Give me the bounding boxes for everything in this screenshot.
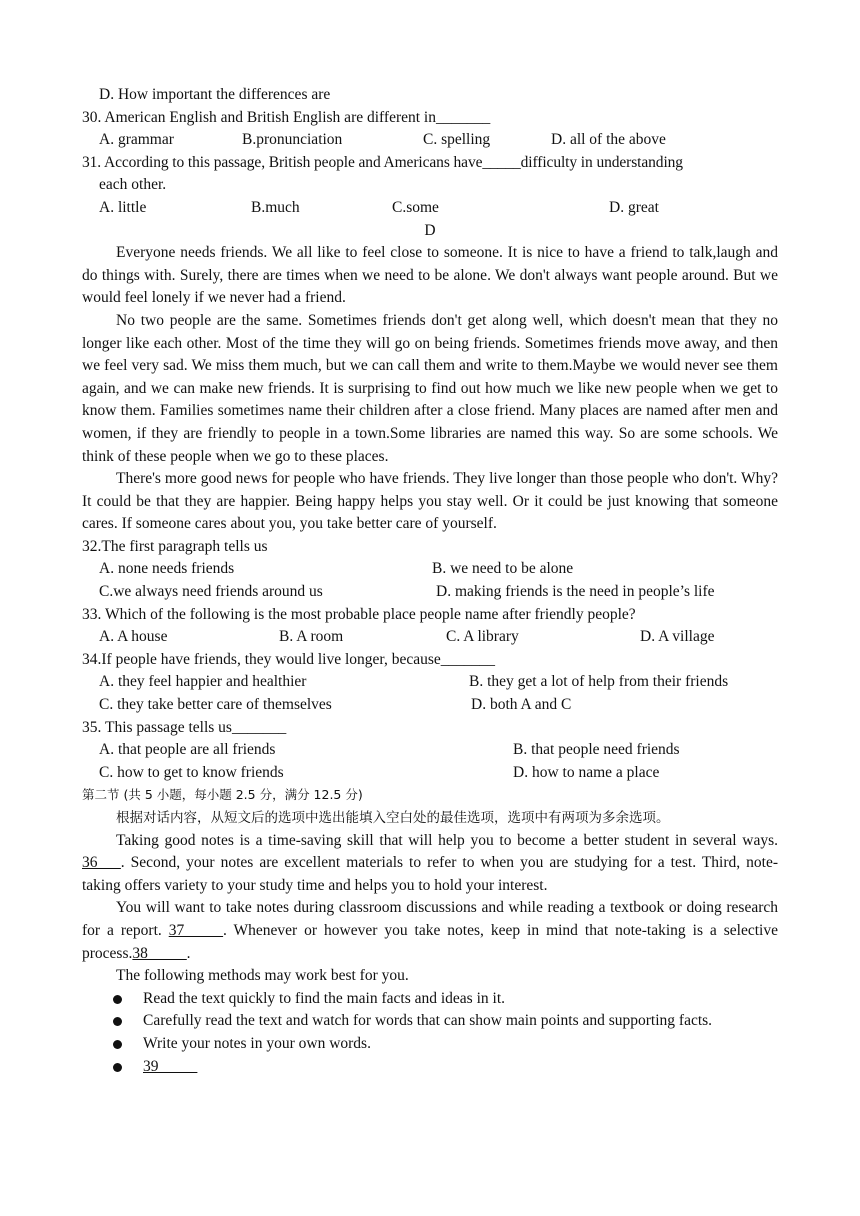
q34-options-row2	[82, 694, 778, 717]
q32-option-c: C.we always need friends around us	[99, 583, 323, 601]
passage-d-paragraph-2: No two people are the same. Sometimes friends don't get along well, which doesn't mean that they no longer like each other. Most of the time they will go on being friends. Sometimes friends move away, and then we feel very sad. We miss them much, but we can call them and write to them.Maybe we would never see them again, and we can make new friends. It is surprising to find out how much we like new people when we get to know them. Families sometimes name their children after a close friend. Many places are named after men and women, if they are friendly to people in a town.Some libraries are named this way. So are some schools. We think of these people when we go to these places.	[82, 311, 778, 465]
q35-option-d: D. how to name a place	[513, 763, 660, 781]
section2-instruction: 根据对话内容，从短文后的选项中选出能填入空白处的最佳选项，选项中有两项为多余选项。	[116, 810, 670, 826]
blank-37: 37_____	[168, 921, 223, 939]
q33-option-b: B. A room	[279, 628, 344, 646]
method-item-1: Read the text quickly to find the main facts and ideas in it.	[82, 988, 778, 1011]
method-item-4	[82, 1056, 778, 1079]
passage-d-heading: D	[424, 221, 436, 239]
q32-options-row2	[82, 581, 778, 604]
q35-option-b: B. that people need friends	[513, 741, 680, 759]
q34-option-b: B. they get a lot of help from their friends	[469, 673, 729, 691]
q30-option-a: A. grammar	[99, 131, 174, 149]
q32-option-d: D. making friends is the need in people’s life	[436, 583, 715, 601]
q29-option-d: D. How important the differences are	[99, 86, 331, 103]
passage-d-paragraph-3: There's more good news for people who have friends. They live longer than those people who don't. Why? It could be that they are happier. Being happy helps you stay well. Or it could be just knowing that someone cares. If someone cares about you, you take better care of yourself.	[82, 470, 778, 533]
q35-option-a: A. that people are all friends	[99, 741, 276, 759]
q31-option-d: D. great	[609, 198, 659, 216]
q35-options-row1	[82, 739, 778, 762]
cloze-paragraph-3: The following methods may work best for you.	[116, 967, 409, 985]
q34-option-d: D. both A and C	[471, 696, 572, 714]
q33-options	[82, 626, 778, 649]
q35-options-row2	[82, 762, 778, 785]
cloze-p1-text-a: Taking good notes is a time-saving skill that will help you to become a better student in several ways.	[116, 831, 778, 849]
q34-options-row1	[82, 671, 778, 694]
q31-option-c: C.some	[392, 198, 439, 216]
method-item-3: Write your notes in your own words.	[82, 1033, 778, 1056]
q30-option-d: D. all of the above	[551, 131, 666, 149]
q35-option-c: C. how to get to know friends	[99, 763, 284, 781]
cloze-p2-text-c: .	[186, 944, 191, 962]
section2-header: 第二节 (共 5 小题，每小题 2.5 分，满分 12.5 分)	[82, 787, 363, 803]
blank-36: 36___	[82, 854, 121, 872]
blank-39: 39_____	[143, 1057, 198, 1075]
cloze-p2-text-b: . Whenever or however you take notes, keep in mind that note-taking is a selective process.	[82, 921, 778, 962]
q32-option-a: A. none needs friends	[99, 560, 235, 578]
q33-option-d: D. A village	[640, 628, 715, 646]
q31-option-a: A. little	[99, 198, 147, 216]
cloze-paragraph-2	[82, 897, 778, 965]
q34-option-a: A. they feel happier and healthier	[99, 673, 307, 691]
cloze-p2-text-a: You will want to take notes during classroom discussions and while reading a textbook or doing research for a report.	[82, 899, 778, 939]
passage-d-paragraph-1: Everyone needs friends. We all like to feel close to someone. It is nice to have a friend to talk,laugh and do things with. Surely, there are times when we need to be alone. We don't always want people around. But we would feel lonely if we never had a friend.	[82, 244, 778, 307]
cloze-paragraph-1	[82, 830, 778, 898]
q33-stem: 33. Which of the following is the most probable place people name after friendly people?	[82, 605, 636, 623]
blank-38: 38_____	[132, 944, 187, 962]
q34-stem: 34.If people have friends, they would live longer, because_______	[82, 650, 496, 668]
q30-stem: 30. American English and British English are different in_______	[82, 108, 491, 126]
q31-option-b: B.much	[251, 198, 300, 216]
q31-stem-cont: each other.	[99, 176, 167, 194]
q33-option-c: C. A library	[446, 628, 519, 646]
q32-options-row1	[82, 558, 778, 581]
method-item-2: Carefully read the text and watch for words that can show main points and supporting facts.	[82, 1010, 778, 1033]
cloze-p1-text-b: . Second, your notes are excellent materials to refer to when you are studying for a test. Third, note-taking offers variety to your study time and helps you to hold your interest.	[82, 854, 778, 894]
q34-option-c: C. they take better care of themselves	[99, 696, 332, 714]
q31-stem: 31. According to this passage, British people and Americans have_____difficulty in understanding	[82, 153, 683, 171]
q33-option-a: A. A house	[99, 628, 168, 646]
q32-stem: 32.The first paragraph tells us	[82, 537, 268, 555]
q30-options	[82, 129, 778, 152]
q31-options	[82, 197, 778, 220]
exam-page	[82, 84, 778, 1078]
q35-stem: 35. This passage tells us_______	[82, 718, 287, 736]
q30-option-c: C. spelling	[423, 131, 491, 149]
q32-option-b: B. we need to be alone	[432, 560, 574, 578]
methods-list	[82, 988, 778, 1078]
q30-option-b: B.pronunciation	[242, 131, 343, 149]
